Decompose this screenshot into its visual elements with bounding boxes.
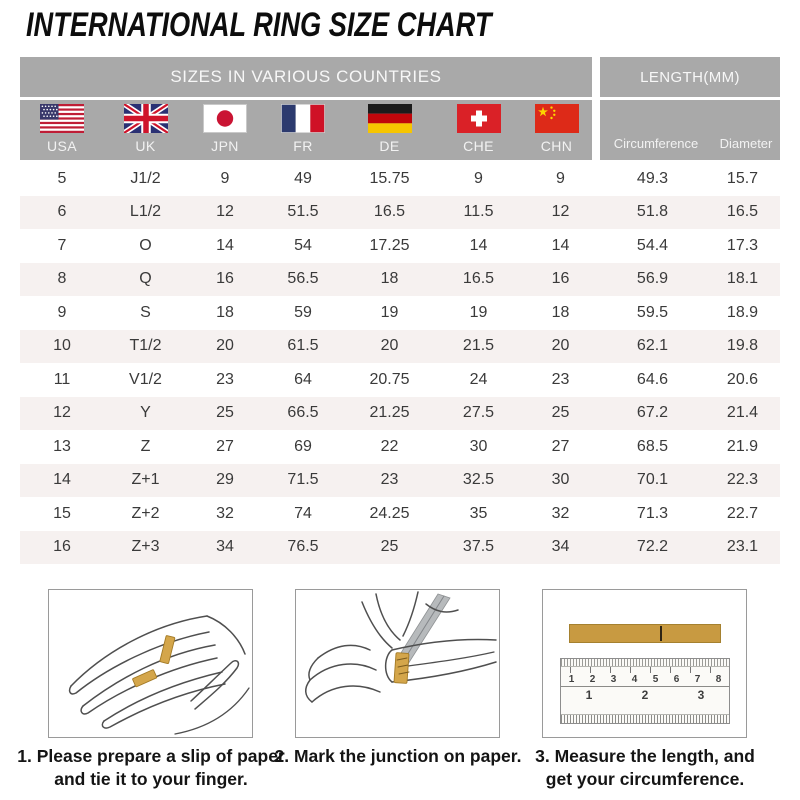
group-header-length: LENGTH(MM) xyxy=(600,57,780,97)
paper-strip-mark xyxy=(660,626,662,641)
table-cell-che: 11.5 xyxy=(463,203,494,221)
ruler-cm-number: 8 xyxy=(715,674,722,685)
table-cell-chn: 27 xyxy=(551,437,570,455)
table-cell-fr: 51.5 xyxy=(287,203,319,221)
column-header-chn xyxy=(521,100,592,160)
china-flag-icon xyxy=(535,104,579,133)
table-cell-chn: 23 xyxy=(551,370,570,388)
instruction-step3-line1: 3. Measure the length, and xyxy=(535,746,755,766)
table-cell-che: 24 xyxy=(469,370,488,388)
table-cell-de: 23 xyxy=(380,471,399,489)
table-row xyxy=(20,363,780,397)
column-header-uk xyxy=(104,100,187,160)
table-cell-circumference: 70.1 xyxy=(636,471,669,489)
table-cell-diameter: 21.4 xyxy=(726,404,759,422)
table-cell-usa: 7 xyxy=(57,236,67,254)
table-cell-usa: 14 xyxy=(53,471,71,489)
ruler-cm-number: 4 xyxy=(631,674,638,685)
table-cell-fr: 54 xyxy=(294,236,312,254)
table-cell-uk: Z+1 xyxy=(131,471,160,489)
column-label-de: DE xyxy=(379,138,400,154)
table-cell-che: 30 xyxy=(469,437,488,455)
table-cell-diameter: 23.1 xyxy=(726,538,759,556)
table-cell-de: 20 xyxy=(380,337,399,355)
column-label-uk: UK xyxy=(135,138,156,154)
table-cell-circumference: 62.1 xyxy=(636,337,669,355)
switzerland-flag-icon xyxy=(457,104,501,133)
table-cell-de: 16.5 xyxy=(373,203,406,221)
table-cell-circumference: 68.5 xyxy=(636,437,669,455)
table-cell-de: 25 xyxy=(380,538,399,556)
table-cell-che: 19 xyxy=(469,303,488,321)
table-cell-jpn: 25 xyxy=(216,404,234,422)
table-cell-uk: O xyxy=(139,236,152,254)
table-cell-che: 21.5 xyxy=(462,337,495,355)
table-cell-usa: 8 xyxy=(57,270,67,288)
table-cell-fr: 69 xyxy=(294,437,312,455)
column-header-che xyxy=(436,100,521,160)
column-label-usa: USA xyxy=(47,138,77,154)
table-cell-de: 17.25 xyxy=(369,236,410,254)
table-cell-chn: 14 xyxy=(551,236,570,254)
table-cell-che: 14 xyxy=(469,236,488,254)
table-cell-chn: 12 xyxy=(551,203,570,221)
germany-flag-icon xyxy=(368,104,412,133)
length-columns xyxy=(600,100,780,160)
table-cell-chn: 30 xyxy=(551,471,570,489)
instruction-step3 xyxy=(495,745,795,791)
ruler-icon xyxy=(560,658,730,724)
table-cell-jpn: 14 xyxy=(216,236,234,254)
page-title: INTERNATIONAL RING SIZE CHART xyxy=(26,6,492,44)
table-cell-jpn: 27 xyxy=(216,437,234,455)
table-row xyxy=(20,330,780,364)
marking-pen-hands-icon xyxy=(296,590,499,737)
group-header-countries: SIZES IN VARIOUS COUNTRIES xyxy=(20,57,592,97)
ruler-fine-ticks-top xyxy=(561,659,729,667)
illustration-step3 xyxy=(542,589,747,738)
table-cell-jpn: 18 xyxy=(216,303,234,321)
illustration-step2 xyxy=(295,589,500,738)
ruler-cm-number: 3 xyxy=(610,674,617,685)
column-label-jpn: JPN xyxy=(211,138,239,154)
table-cell-de: 15.75 xyxy=(369,169,410,187)
table-row xyxy=(20,397,780,431)
country-columns xyxy=(20,100,592,160)
table-row xyxy=(20,430,780,464)
illustration-step1 xyxy=(48,589,253,738)
ruler-cm-number: 1 xyxy=(568,674,575,685)
ruler-inch-number: 3 xyxy=(697,687,705,702)
table-cell-circumference: 49.3 xyxy=(636,169,669,187)
table-cell-fr: 71.5 xyxy=(287,471,319,489)
table-cell-jpn: 32 xyxy=(216,504,234,522)
column-header-jpn xyxy=(187,100,263,160)
column-label-circumference: Circumference xyxy=(613,136,699,151)
table-cell-jpn: 34 xyxy=(216,538,234,556)
column-label-chn: CHN xyxy=(540,138,573,154)
table-row xyxy=(20,229,780,263)
table-cell-fr: 76.5 xyxy=(287,538,319,556)
table-cell-diameter: 18.1 xyxy=(726,270,759,288)
table-row xyxy=(20,464,780,498)
hand-with-paper-strip-icon xyxy=(49,590,252,737)
table-cell-circumference: 64.6 xyxy=(636,370,669,388)
table-cell-circumference: 59.5 xyxy=(636,303,669,321)
table-cell-jpn: 20 xyxy=(216,337,234,355)
ruler-cm-scale xyxy=(561,673,729,686)
table-cell-uk: Q xyxy=(139,270,152,288)
ruler-cm-number: 2 xyxy=(589,674,596,685)
table-cell-che: 16.5 xyxy=(462,270,495,288)
table-cell-fr: 61.5 xyxy=(287,337,319,355)
table-cell-circumference: 54.4 xyxy=(636,236,669,254)
uk-flag-icon xyxy=(124,104,168,133)
ruler-cm-number: 6 xyxy=(673,674,680,685)
column-header-de xyxy=(343,100,436,160)
table-cell-chn: 9 xyxy=(556,169,565,187)
table-cell-usa: 15 xyxy=(53,504,71,522)
table-cell-chn: 32 xyxy=(551,504,570,522)
table-row xyxy=(20,531,780,565)
table-cell-che: 35 xyxy=(469,504,488,522)
column-header-usa xyxy=(20,100,104,160)
table-cell-chn: 34 xyxy=(551,538,570,556)
table-cell-circumference: 51.8 xyxy=(636,203,669,221)
table-cell-fr: 59 xyxy=(294,303,312,321)
ruler-fine-ticks-bottom xyxy=(561,714,729,723)
france-flag-icon xyxy=(281,104,325,133)
table-cell-circumference: 72.2 xyxy=(636,538,669,556)
table-cell-uk: J1/2 xyxy=(130,169,161,187)
table-cell-usa: 16 xyxy=(53,538,71,556)
table-cell-uk: S xyxy=(140,303,151,321)
instruction-step3-line2: get your circumference. xyxy=(545,769,745,789)
table-cell-che: 37.5 xyxy=(462,538,495,556)
header-divider xyxy=(592,57,600,97)
ruler-inch-number: 1 xyxy=(585,687,593,702)
table-row xyxy=(20,497,780,531)
table-cell-fr: 49 xyxy=(294,169,312,187)
table-cell-diameter: 22.3 xyxy=(726,471,759,489)
column-header-fr xyxy=(263,100,343,160)
table-cell-usa: 13 xyxy=(53,437,71,455)
table-cell-usa: 6 xyxy=(57,203,67,221)
japan-flag-icon xyxy=(203,104,247,133)
table-cell-de: 18 xyxy=(380,270,399,288)
table-row xyxy=(20,263,780,297)
table-cell-usa: 10 xyxy=(53,337,71,355)
table-cell-jpn: 29 xyxy=(216,471,234,489)
table-cell-uk: Z+2 xyxy=(131,504,160,522)
column-label-che: CHE xyxy=(463,138,494,154)
table-cell-circumference: 67.2 xyxy=(636,404,669,422)
table-cell-de: 24.25 xyxy=(369,504,410,522)
table-cell-diameter: 20.6 xyxy=(726,370,759,388)
table-cell-jpn: 9 xyxy=(220,169,230,187)
instruction-step1-line1: 1. Please prepare a slip of paper xyxy=(17,746,285,766)
ruler-cm-number: 7 xyxy=(694,674,701,685)
instruction-step1-line2: and tie it to your finger. xyxy=(54,769,248,789)
ring-size-table-body xyxy=(20,162,780,564)
column-label-diameter: Diameter xyxy=(719,136,773,151)
table-cell-diameter: 18.9 xyxy=(726,303,759,321)
table-group-header-row xyxy=(20,57,780,97)
table-cell-de: 22 xyxy=(380,437,399,455)
table-cell-che: 27.5 xyxy=(462,404,495,422)
table-cell-circumference: 71.3 xyxy=(636,504,669,522)
table-cell-chn: 25 xyxy=(551,404,570,422)
table-cell-usa: 9 xyxy=(57,303,67,321)
table-cell-uk: Z xyxy=(140,437,151,455)
table-cell-che: 9 xyxy=(474,169,483,187)
usa-flag-icon xyxy=(40,104,84,133)
table-cell-de: 19 xyxy=(380,303,399,321)
table-cell-jpn: 16 xyxy=(216,270,234,288)
table-cell-diameter: 17.3 xyxy=(726,236,759,254)
table-cell-diameter: 21.9 xyxy=(726,437,759,455)
header-divider xyxy=(592,100,600,160)
table-cell-uk: V1/2 xyxy=(129,370,162,388)
table-cell-che: 32.5 xyxy=(462,471,495,489)
table-cell-de: 20.75 xyxy=(369,370,410,388)
table-cell-fr: 66.5 xyxy=(287,404,319,422)
table-cell-uk: L1/2 xyxy=(129,203,162,221)
paper-strip xyxy=(569,624,721,643)
column-label-fr: FR xyxy=(293,138,313,154)
table-cell-chn: 20 xyxy=(551,337,570,355)
table-cell-diameter: 15.7 xyxy=(726,169,759,187)
ruler-inch-number: 2 xyxy=(641,687,649,702)
table-cell-chn: 18 xyxy=(551,303,570,321)
table-cell-uk: Y xyxy=(140,404,151,422)
table-column-header-row xyxy=(20,100,780,160)
table-cell-fr: 74 xyxy=(294,504,312,522)
table-row xyxy=(20,296,780,330)
table-cell-usa: 5 xyxy=(57,169,67,187)
table-cell-uk: Z+3 xyxy=(131,538,160,556)
table-cell-de: 21.25 xyxy=(369,404,410,422)
table-cell-diameter: 16.5 xyxy=(726,203,759,221)
table-cell-fr: 64 xyxy=(294,370,312,388)
table-cell-circumference: 56.9 xyxy=(636,270,669,288)
instruction-step2-line1: 2. Mark the junction on paper. xyxy=(274,746,522,766)
table-cell-chn: 16 xyxy=(551,270,570,288)
ruler-inch-scale xyxy=(561,687,729,702)
table-cell-uk: T1/2 xyxy=(129,337,162,355)
table-cell-usa: 12 xyxy=(53,404,71,422)
table-row xyxy=(20,196,780,230)
table-cell-diameter: 19.8 xyxy=(726,337,759,355)
table-cell-jpn: 12 xyxy=(216,203,234,221)
table-cell-fr: 56.5 xyxy=(287,270,319,288)
table-row xyxy=(20,162,780,196)
table-cell-jpn: 23 xyxy=(216,370,234,388)
ruler-cm-number: 5 xyxy=(652,674,659,685)
table-cell-usa: 11 xyxy=(53,370,71,388)
table-cell-diameter: 22.7 xyxy=(726,504,759,522)
